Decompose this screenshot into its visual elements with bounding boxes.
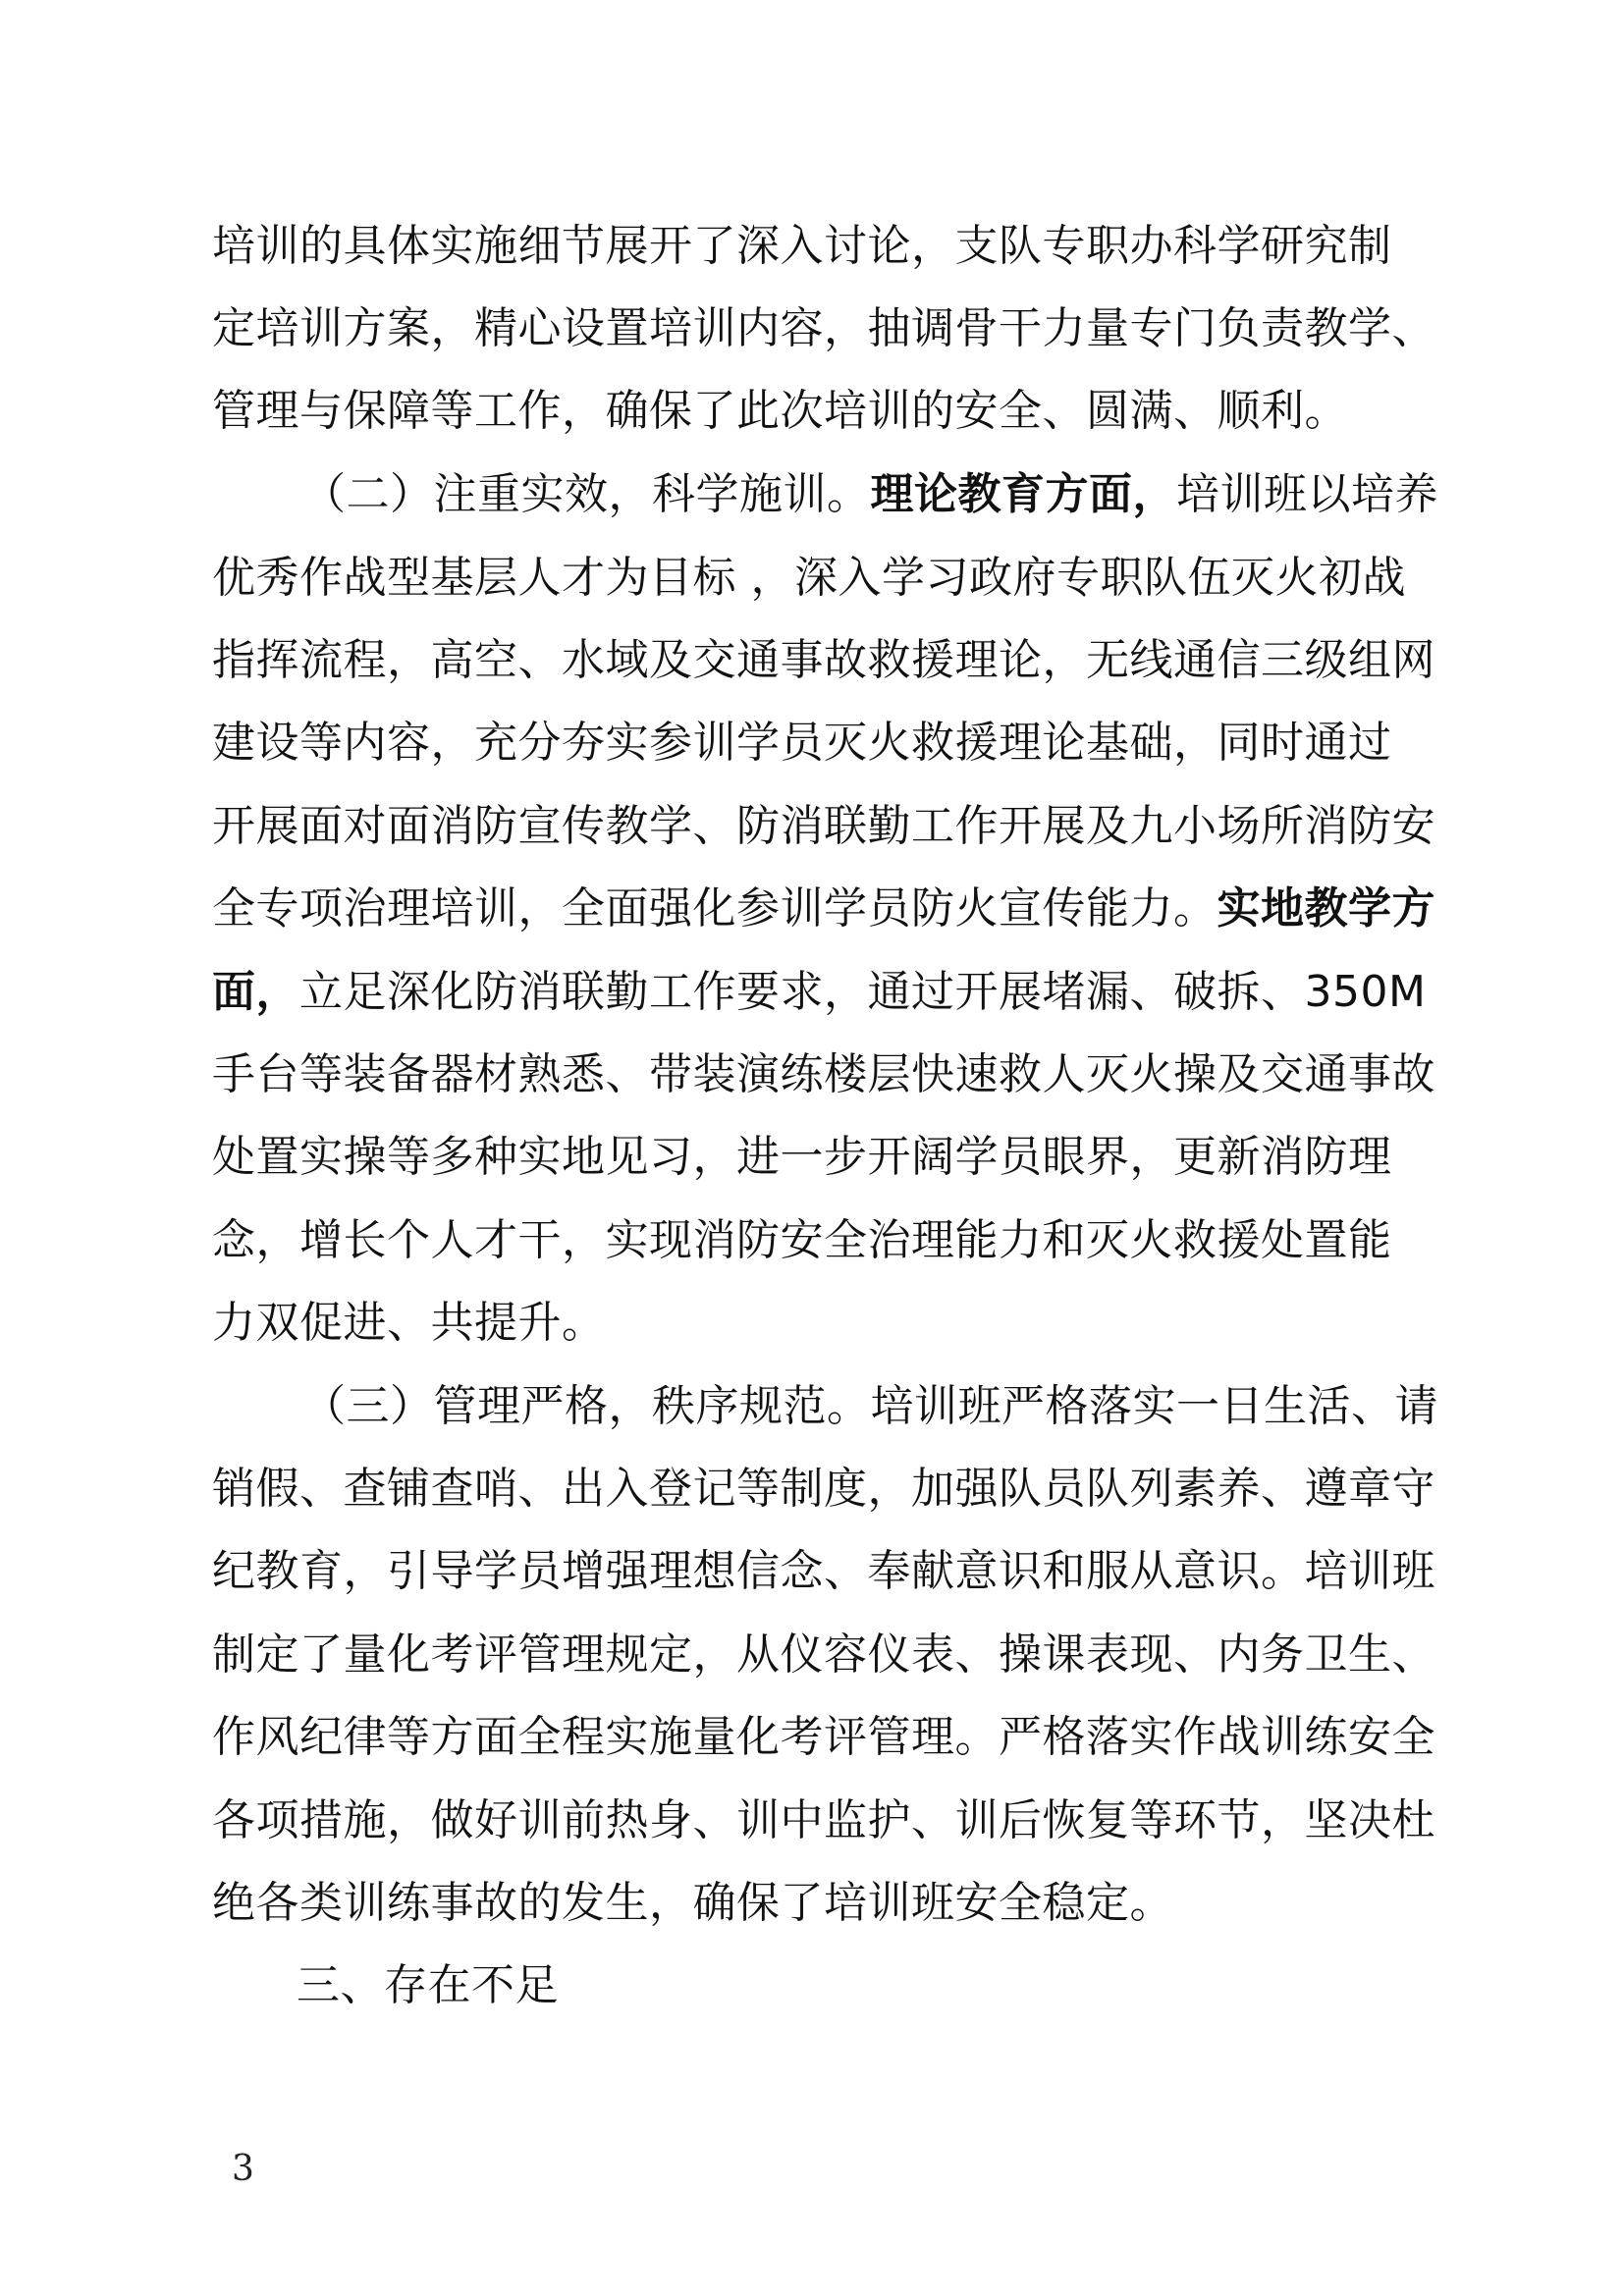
text-line (212, 1460, 1435, 1519)
section-heading: （二）注重实效，科学施训。 (302, 469, 871, 519)
line-text: 培训班以培养 (1176, 469, 1438, 519)
line-text: 立足深化防消联勤工作要求，通过开展堵漏、破拆、350M (299, 967, 1427, 1017)
text-line (212, 1874, 1173, 1933)
text-line (212, 217, 1392, 276)
line-text: 销假、查铺查哨、出入登记等制度，加强队员队列素养、遵章守 (212, 1464, 1435, 1514)
text-line (212, 963, 1426, 1022)
page-number: 3 (232, 2149, 254, 2189)
paragraph-2-start (302, 465, 1438, 524)
text-line (212, 549, 1406, 608)
text-line (212, 797, 1435, 856)
text-line (212, 880, 1435, 938)
text-line (212, 1708, 1435, 1767)
line-text: 手台等装备器材熟悉、带装演练楼层快速救人灭火操及交通事故 (212, 1049, 1435, 1099)
bold-subheading: 面， (212, 967, 299, 1017)
text-line (212, 1294, 606, 1353)
text-line (212, 714, 1392, 773)
line-text: 制定了量化考评管理规定，从仪容仪表、操课表现、内务卫生、 (212, 1629, 1435, 1680)
line-text: 作风纪律等方面全程实施量化考评管理。严格落实作战训练安全 (212, 1712, 1435, 1762)
text-line (212, 1626, 1435, 1684)
line-text: 优秀作战型基层人才为目标 ，深入学习政府专职队伍灭火初战 (212, 553, 1406, 603)
paragraph-3-start (302, 1377, 1438, 1436)
line-text: 纪教育，引导学员增强理想信念、奉献意识和服从意识。培训班 (212, 1546, 1435, 1596)
text-line (212, 382, 1348, 441)
bold-subheading: 实地教学方 (1217, 883, 1435, 934)
section-heading-3 (297, 1956, 559, 2015)
text-line (212, 631, 1435, 690)
line-text: 管理与保障等工作，确保了此次培训的安全、圆满、顺利。 (212, 386, 1348, 436)
text-line (212, 299, 1435, 358)
line-text: （三）管理严格，秩序规范。培训班严格落实一日生活、请 (302, 1381, 1438, 1431)
line-text: 全专项治理培训，全面强化参训学员防火宣传能力。 (212, 883, 1217, 934)
line-text: 各项措施，做好训前热身、训中监护、训后恢复等环节，坚决杜 (212, 1795, 1435, 1845)
line-text: 绝各类训练事故的发生，确保了培训班安全稳定。 (212, 1878, 1173, 1928)
text-line (212, 1791, 1435, 1850)
line-text: 念，增长个人才干，实现消防安全治理能力和灭火救援处置能 (212, 1215, 1392, 1265)
heading-text: 三、存在不足 (297, 1960, 559, 2010)
bold-subheading: 理论教育方面， (870, 469, 1176, 519)
line-text: 力双促进、共提升。 (212, 1298, 606, 1348)
line-text: 建设等内容，充分夯实参训学员灭火救援理论基础，同时通过 (212, 718, 1392, 768)
text-line (212, 1045, 1435, 1104)
line-text: 定培训方案，精心设置培训内容，抽调骨干力量专门负责教学、 (212, 303, 1435, 353)
line-text: 培训的具体实施细节展开了深入讨论，支队专职办科学研究制 (212, 221, 1392, 271)
text-line (212, 1128, 1392, 1187)
text-line (212, 1542, 1435, 1601)
line-text: 开展面对面消防宣传教学、防消联勤工作开展及九小场所消防安 (212, 801, 1435, 851)
line-text: 指挥流程，高空、水域及交通事故救援理论，无线通信三级组网 (212, 635, 1435, 685)
text-line (212, 1211, 1392, 1270)
line-text: 处置实操等多种实地见习，进一步开阔学员眼界，更新消防理 (212, 1132, 1392, 1182)
